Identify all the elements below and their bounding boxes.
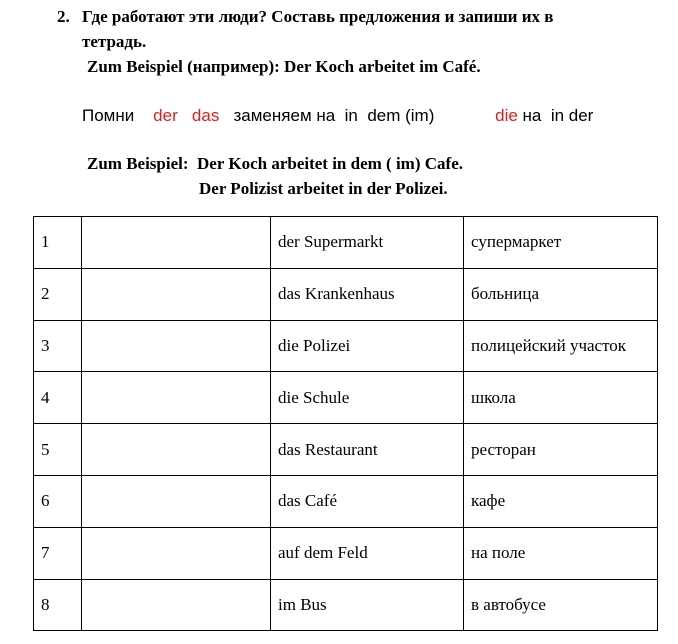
russian-translation-cell: в автобусе <box>464 579 658 631</box>
example-sentence-2: Zum Beispiel: Der Koch arbeitet in dem ( im) Cafe. <box>87 154 463 173</box>
answer-blank-cell[interactable] <box>82 320 271 372</box>
german-place-cell: im Bus <box>271 579 464 631</box>
answer-blank-cell[interactable] <box>82 527 271 579</box>
row-number-cell: 4 <box>34 372 82 424</box>
hint-label: Помни <box>82 106 135 125</box>
russian-translation-cell: ресторан <box>464 424 658 476</box>
russian-translation-cell: школа <box>464 372 658 424</box>
row-number-cell: 2 <box>34 268 82 320</box>
russian-translation-cell: супермаркет <box>464 217 658 269</box>
german-place-cell: die Schule <box>271 372 464 424</box>
russian-translation-cell: больница <box>464 268 658 320</box>
german-place-cell: das Restaurant <box>271 424 464 476</box>
table-row <box>34 320 658 372</box>
table-row <box>34 424 658 476</box>
table-row <box>34 217 658 269</box>
article-das: das <box>191 106 220 125</box>
task-question-line2: тетрадь. <box>82 32 147 51</box>
answer-blank-cell[interactable] <box>82 475 271 527</box>
example-sentence-1: Zum Beispiel (например): Der Koch arbeitet im Café. <box>87 57 481 76</box>
table-row <box>34 579 658 631</box>
example-sentence-3: Der Polizist arbeitet in der Polizei. <box>199 179 448 198</box>
row-number-cell: 1 <box>34 217 82 269</box>
row-number-cell: 8 <box>34 579 82 631</box>
article-die: die <box>495 106 518 125</box>
task-question-line1: Где работают эти люди? Составь предложения и запиши их в <box>82 7 554 26</box>
russian-translation-cell: на поле <box>464 527 658 579</box>
row-number-cell: 7 <box>34 527 82 579</box>
answer-blank-cell[interactable] <box>82 579 271 631</box>
row-number-cell: 3 <box>34 320 82 372</box>
workplaces-table <box>33 216 658 631</box>
german-place-cell: die Polizei <box>271 320 464 372</box>
german-place-cell: das Café <box>271 475 464 527</box>
answer-blank-cell[interactable] <box>82 268 271 320</box>
grammar-hint <box>82 106 593 126</box>
german-place-cell: der Supermarkt <box>271 217 464 269</box>
russian-translation-cell: полицейский участок <box>464 320 658 372</box>
table-row <box>34 475 658 527</box>
answer-blank-cell[interactable] <box>82 424 271 476</box>
answer-blank-cell[interactable] <box>82 217 271 269</box>
table-row <box>34 527 658 579</box>
row-number-cell: 5 <box>34 424 82 476</box>
replace-rule-1: заменяем на in dem (im) <box>233 106 435 125</box>
answer-blank-cell[interactable] <box>82 372 271 424</box>
german-place-cell: auf dem Feld <box>271 527 464 579</box>
german-place-cell: das Krankenhaus <box>271 268 464 320</box>
russian-translation-cell: кафе <box>464 475 658 527</box>
table-row <box>34 372 658 424</box>
row-number-cell: 6 <box>34 475 82 527</box>
replace-rule-2: на in der <box>522 106 594 125</box>
table-row <box>34 268 658 320</box>
article-der: der <box>153 106 178 125</box>
task-number: 2. <box>57 7 70 26</box>
